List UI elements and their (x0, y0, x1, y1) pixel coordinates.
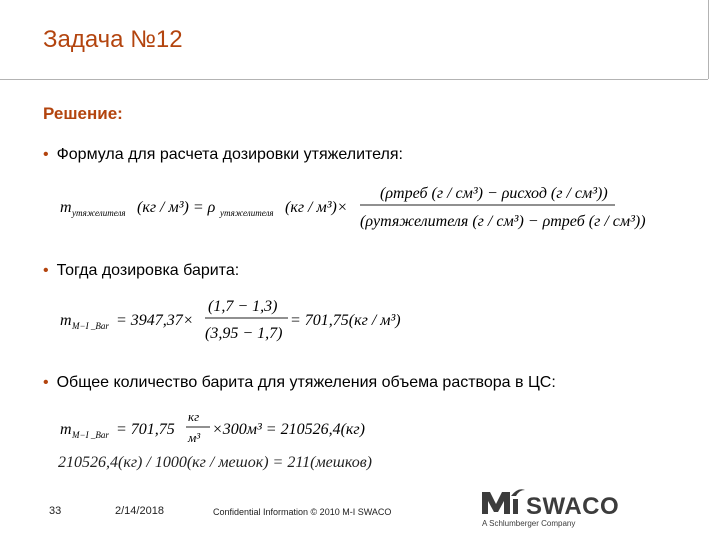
solution-heading: Решение: (43, 104, 123, 123)
title-vertical-divider (708, 0, 709, 79)
mi-swaco-logo-icon (478, 484, 658, 529)
f1-denominator: (ρутяжелителя (г / см³) − ρтреб (г / см³)) (360, 213, 646, 230)
f1-mid-units: (кг / м³)× (285, 199, 348, 216)
bullet-dot-icon: • (43, 262, 49, 279)
formula-dosage-svg (60, 178, 646, 238)
logo-tagline: A Schlumberger Company (482, 519, 576, 528)
bullet-dot-icon: • (43, 146, 49, 163)
bullet-formula (43, 146, 403, 164)
f2-mid: = 3947,37× (116, 312, 194, 329)
f3-lhs-sub: M−I _Bar (72, 430, 109, 440)
bullet-total (43, 374, 556, 392)
bullet-text: Формула для расчета дозировки утяжелителя: (56, 146, 403, 163)
bullet-text: Тогда дозировка барита: (56, 262, 240, 279)
f2-denominator: (3,95 − 1,7) (205, 325, 283, 342)
formula-total-mass (60, 408, 420, 452)
mi-swaco-logo (478, 484, 658, 529)
f1-numerator: (ρтреб (г / см³) − ρисход (г / см³)) (380, 185, 608, 202)
f1-lhs-sub: утяжелителя (72, 208, 126, 218)
bullet-dot-icon: • (43, 374, 49, 391)
title-divider (0, 79, 708, 80)
slide-title: Задача №12 (43, 26, 183, 53)
formula-bags: 210526,4(кг) / 1000(кг / мешок) = 211(мешков) (58, 454, 373, 471)
f3-frac-num: кг (188, 409, 200, 424)
formula-barite-svg (60, 292, 420, 344)
f1-rho-sub: утяжелителя (220, 208, 274, 218)
f2-numerator: (1,7 − 1,3) (208, 298, 278, 315)
footer-date: 2/14/2018 (115, 505, 164, 517)
f2-rhs: = 701,75(кг / м³) (290, 312, 401, 329)
f3-frac-den: м³ (188, 430, 201, 445)
page-number: 33 (49, 505, 62, 517)
formula-total-svg (60, 408, 420, 452)
bullet-barite (43, 262, 239, 280)
f1-lhs-units: (кг / м³) = ρ (137, 199, 216, 216)
footer-confidential: Confidential Information © 2010 M-I SWACO (213, 507, 392, 517)
f2-lhs: m (60, 312, 72, 329)
formula-barite-dosage (60, 292, 420, 344)
formula-dosage (60, 178, 646, 238)
svg-text:SWACO: SWACO (526, 493, 620, 520)
f3-lhs: m (60, 421, 72, 438)
f3-rhs: ×300м³ = 210526,4(кг) (212, 421, 365, 438)
f3-mid: = 701,75 (116, 421, 175, 438)
f1-lhs: m (60, 199, 72, 216)
bullet-text: Общее количество барита для утяжеления объема раствора в ЦС: (56, 374, 556, 391)
f2-lhs-sub: M−I _Bar (72, 321, 109, 331)
